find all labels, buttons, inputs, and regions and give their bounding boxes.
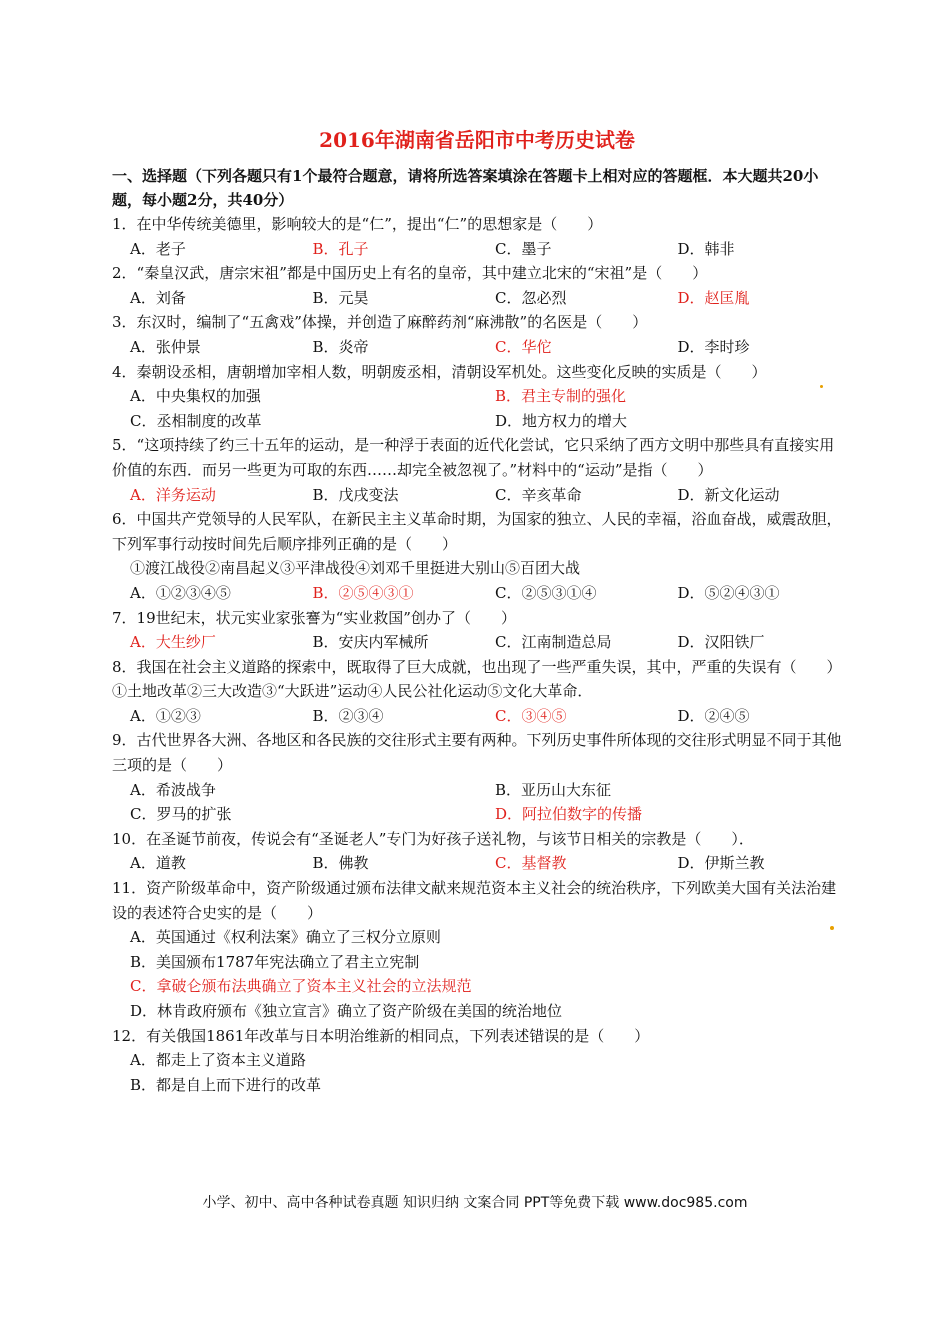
- option: C．忽必烈: [495, 288, 567, 307]
- option: C．②⑤③①④: [495, 583, 597, 602]
- option: B．②③④: [312, 706, 384, 725]
- question-stem: 9．古代世界各大洲、各地区和各民族的交往形式主要有两种。下列历史事件所体现的交往形式明显不同于其他三项的是（ ）: [112, 731, 842, 775]
- answer-option: D．阿拉伯数字的传播: [495, 805, 643, 824]
- question-stem: 3．东汉时，编制了“五禽戏”体操，并创造了麻醉药剂“麻沸散”的名医是（ ）: [112, 313, 648, 332]
- options-row: [112, 925, 842, 950]
- options-row: [112, 630, 842, 655]
- options-row: [112, 483, 842, 508]
- answer-option: B．②⑤④③①: [312, 583, 414, 602]
- decorative-dot: [830, 926, 834, 930]
- option: C．辛亥革命: [495, 485, 582, 504]
- options-row: [112, 335, 842, 360]
- options-row: [112, 950, 842, 975]
- option: D．韩非: [677, 239, 735, 258]
- answer-option: A．大生纱厂: [130, 633, 216, 652]
- option: A．道教: [130, 854, 186, 873]
- option: D．伊斯兰教: [677, 854, 765, 873]
- exam-page: [112, 126, 842, 1097]
- option: A．英国通过《权利法案》确立了三权分立原则: [130, 928, 441, 947]
- options-row: [112, 409, 842, 434]
- page-footer: 小学、初中、高中各种试卷真题 知识归纳 文案合同 PPT等免费下载 www.doc985.com: [202, 1195, 748, 1211]
- answer-option: C．基督教: [495, 854, 567, 873]
- question-stem: 8．我国在社会主义道路的探索中，既取得了巨大成就，也出现了一些严重失误，其中，严重的失误有（ ）: [112, 657, 842, 676]
- question-items: ①渡江战役②南昌起义③平津战役④刘邓千里挺进大别山⑤百团大战: [130, 559, 581, 578]
- option: B．安庆内军械所: [312, 633, 429, 652]
- question-stem: 4．秦朝设丞相，唐朝增加宰相人数，明朝废丞相，清朝设军机处。这些变化反映的实质是（ ）: [112, 362, 767, 381]
- exam-title: 2016年湖南省岳阳市中考历史试卷: [319, 128, 635, 152]
- option: B．亚历山大东征: [495, 780, 612, 799]
- option: D．新文化运动: [677, 485, 780, 504]
- question-items: ①土地改革②三大改造③“大跃进”运动④人民公社化运动⑤文化大革命．: [112, 682, 593, 701]
- option: C．丞相制度的改革: [130, 411, 262, 430]
- answer-option: D．赵匡胤: [677, 288, 750, 307]
- answer-option: B．君主专制的强化: [495, 387, 627, 406]
- option: D．林肯政府颁布《独立宣言》确立了资产阶级在美国的统治地位: [130, 1002, 563, 1020]
- section-heading: 一、选择题（下列各题只有1个最符合题意，请将所选答案填涂在答题卡上相对应的答题框．本大题共20小题，每小题2分，共40分）: [112, 167, 819, 209]
- question-stem: 11．资产阶级革命中，资产阶级通过颁布法律文献来规范资本主义社会的统治秩序，下列欧美大国有关法治建设的表述符合史实的是（ ）: [112, 879, 837, 922]
- decorative-dot: [820, 385, 823, 388]
- option: A．老子: [130, 239, 186, 258]
- option: A．①②③: [130, 706, 201, 725]
- option: B．佛教: [312, 854, 369, 873]
- answer-option: C．③④⑤: [495, 706, 567, 725]
- options-row: [112, 286, 842, 311]
- options-row: [112, 999, 842, 1024]
- option: D．②④⑤: [677, 706, 750, 725]
- options-row: [112, 704, 842, 729]
- options-row: [112, 778, 842, 803]
- options-row: [112, 581, 842, 606]
- options-row: [112, 851, 842, 876]
- question-stem: 12．有关俄国1861年改革与日本明治维新的相同点，下列表述错误的是（ ）: [112, 1026, 650, 1045]
- options-row: [112, 1073, 842, 1098]
- question-stem: 10．在圣诞节前夜，传说会有“圣诞老人”专门为好孩子送礼物，与该节日相关的宗教是（ ）．: [112, 829, 754, 848]
- option: C．罗马的扩张: [130, 805, 232, 824]
- option: A．①②③④⑤: [130, 583, 231, 602]
- answer-option: B．孔子: [312, 239, 369, 258]
- options-row: [112, 237, 842, 262]
- options-row: [112, 1048, 842, 1073]
- question-stem: 2．“秦皇汉武，唐宗宋祖”都是中国历史上有名的皇帝，其中建立北宋的“宋祖”是（ ）: [112, 264, 708, 283]
- question-list: [112, 212, 842, 1097]
- answer-option: C．华佗: [495, 337, 552, 356]
- options-row: [112, 802, 842, 827]
- option: D．⑤②④③①: [677, 583, 780, 602]
- answer-option: C．拿破仑颁布法典确立了资本主义社会的立法规范: [130, 977, 472, 996]
- option: A．刘备: [130, 288, 186, 307]
- option: A．张仲景: [130, 337, 201, 356]
- option: C．江南制造总局: [495, 633, 612, 652]
- option: D．李时珍: [677, 337, 750, 356]
- option: C．墨子: [495, 239, 552, 258]
- option: B．炎帝: [312, 337, 369, 356]
- option: A．希波战争: [130, 780, 216, 799]
- option: B．戊戌变法: [312, 485, 399, 504]
- option: D．汉阳铁厂: [677, 633, 765, 652]
- question-stem: 7．19世纪末，状元实业家张謇为“实业救国”创办了（ ）: [112, 608, 516, 627]
- answer-option: A．洋务运动: [130, 485, 216, 504]
- option: B．元昊: [312, 288, 369, 307]
- question-stem: 6．中国共产党领导的人民军队，在新民主主义革命时期，为国家的独立、人民的幸福，浴血奋战，威震敌胆，下列军事行动按时间先后顺序排列正确的是（ ）: [112, 510, 842, 553]
- option: B．美国颁布1787年宪法确立了君主立宪制: [130, 952, 420, 971]
- options-row: [112, 384, 842, 409]
- option: D．地方权力的增大: [495, 411, 628, 430]
- option: A．都走上了资本主义道路: [130, 1051, 306, 1070]
- question-stem: 1．在中华传统美德里，影响较大的是“仁”，提出“仁”的思想家是（ ）: [112, 215, 603, 233]
- option: B．都是自上而下进行的改革: [130, 1075, 322, 1094]
- option: A．中央集权的加强: [130, 387, 261, 406]
- options-row: [112, 974, 842, 999]
- question-stem: 5．“这项持续了约三十五年的运动，是一种浮于表面的近代化尝试，它只采纳了西方文明中那些具有直接实用价值的东西．而另一些更为可取的东西……却完全被忽视了。”材料中的“运动”是指（ ）: [112, 436, 835, 479]
